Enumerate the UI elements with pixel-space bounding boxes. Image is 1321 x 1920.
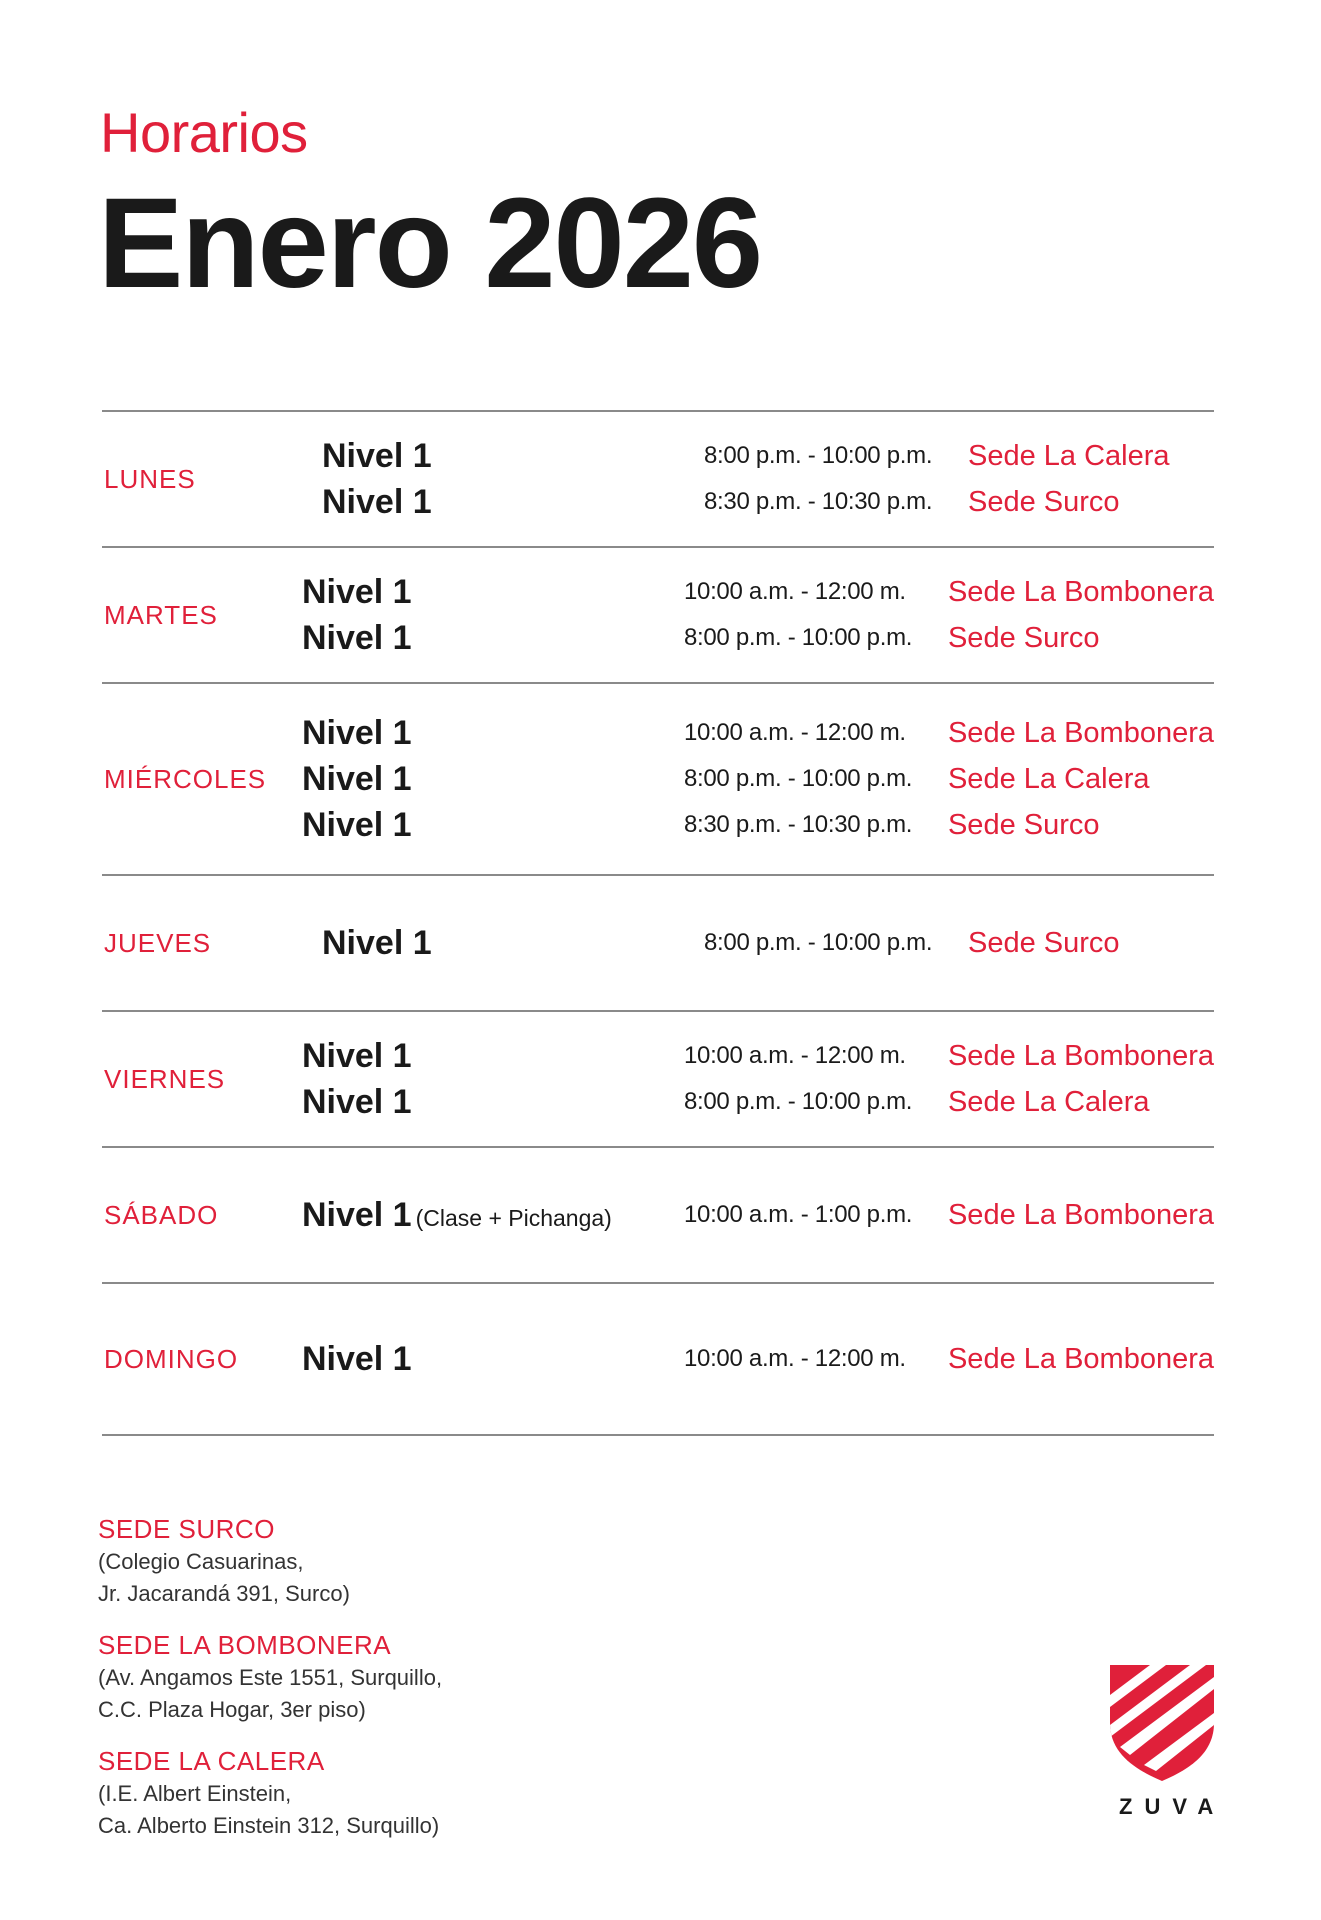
session-venue: Sede La Calera [947, 1085, 1150, 1118]
session-time: 8:00 p.m. - 10:00 p.m. [704, 442, 933, 469]
logo-wordmark: ZUVA [1119, 1794, 1226, 1819]
level-label: Nivel 1 [301, 1339, 412, 1378]
session-venue: Sede La Bombonera [947, 575, 1214, 608]
session-time: 8:00 p.m. - 10:00 p.m. [704, 929, 933, 956]
session-level [302, 1083, 684, 1122]
session-time: 10:00 a.m. - 1:00 p.m. [683, 1201, 913, 1228]
level-label: Nivel 1 [322, 436, 432, 475]
venue-addresses [98, 1512, 442, 1860]
session-row [302, 615, 1214, 661]
level-label: Nivel 1 [322, 923, 432, 962]
day-name: VIERNES [104, 1063, 226, 1094]
day-row [102, 1146, 1214, 1282]
session-level [302, 1196, 684, 1235]
session-venue: Sede Surco [968, 926, 1120, 959]
session-time: 8:30 p.m. - 10:30 p.m. [704, 488, 933, 515]
session-note: (Clase + Pichanga) [415, 1204, 612, 1231]
session-row [302, 1336, 1214, 1382]
day-name: DOMINGO [104, 1343, 239, 1374]
level-label: Nivel 1 [301, 713, 412, 752]
session-level [322, 483, 704, 522]
address-block [98, 1628, 442, 1726]
session-row [302, 802, 1214, 848]
level-label: Nivel 1 [301, 1082, 412, 1121]
session-row [302, 710, 1214, 756]
session-time: 10:00 a.m. - 12:00 m. [683, 578, 906, 605]
schedule-table [102, 410, 1214, 1436]
level-label: Nivel 1 [301, 1195, 412, 1234]
session-row [302, 1033, 1214, 1079]
session-time: 10:00 a.m. - 12:00 m. [683, 1345, 906, 1372]
level-label: Nivel 1 [301, 618, 412, 657]
session-time: 8:30 p.m. - 10:30 p.m. [683, 811, 913, 838]
page-title: Enero 2026 [98, 172, 762, 315]
level-label: Nivel 1 [301, 1036, 412, 1075]
address-line: Jr. Jacarandá 391, Surco) [98, 1581, 350, 1606]
address-block [98, 1512, 442, 1610]
day-name: MIÉRCOLES [104, 763, 267, 794]
address-venue-name: SEDE LA BOMBONERA [98, 1630, 392, 1660]
session-venue: Sede La Calera [968, 439, 1170, 472]
session-level [302, 760, 684, 799]
session-venue: Sede Surco [968, 485, 1120, 518]
session-venue: Sede La Calera [947, 762, 1150, 795]
address-line: (Av. Angamos Este 1551, Surquillo, [98, 1665, 443, 1690]
address-line: (Colegio Casuarinas, [98, 1549, 304, 1574]
session-level [302, 619, 684, 658]
address-line: Ca. Alberto Einstein 312, Surquillo) [98, 1813, 440, 1838]
level-label: Nivel 1 [322, 482, 432, 521]
session-time: 8:00 p.m. - 10:00 p.m. [683, 624, 913, 651]
session-venue: Sede La Bombonera [947, 1342, 1214, 1375]
day-name: MARTES [104, 599, 218, 630]
shield-stripes-icon [1110, 1665, 1214, 1781]
day-name: LUNES [104, 463, 196, 494]
level-label: Nivel 1 [301, 805, 412, 844]
session-time: 8:00 p.m. - 10:00 p.m. [683, 765, 913, 792]
address-venue-name: SEDE LA CALERA [98, 1746, 325, 1776]
session-venue: Sede La Bombonera [947, 1198, 1214, 1231]
session-row [322, 433, 1214, 479]
level-label: Nivel 1 [301, 759, 412, 798]
session-level [302, 714, 684, 753]
page-subtitle: Horarios [100, 101, 308, 164]
session-venue: Sede Surco [947, 808, 1100, 841]
session-row [302, 756, 1214, 802]
day-name: JUEVES [104, 927, 212, 958]
address-line: (I.E. Albert Einstein, [98, 1781, 292, 1806]
address-line: C.C. Plaza Hogar, 3er piso) [98, 1697, 366, 1722]
session-venue: Sede La Bombonera [947, 1039, 1214, 1072]
session-row [322, 479, 1214, 525]
day-row [102, 410, 1214, 546]
session-row [302, 569, 1214, 615]
session-venue: Sede La Bombonera [947, 716, 1214, 749]
day-row [102, 1010, 1214, 1146]
session-time: 10:00 a.m. - 12:00 m. [683, 719, 906, 746]
session-level [302, 1037, 684, 1076]
day-row [102, 546, 1214, 682]
zuva-logo [1107, 1665, 1226, 1820]
session-venue: Sede Surco [947, 621, 1100, 654]
session-row [302, 1079, 1214, 1125]
session-level [302, 1340, 684, 1379]
session-level [322, 437, 704, 476]
session-level [322, 924, 704, 963]
session-level [302, 806, 684, 845]
address-venue-name: SEDE SURCO [98, 1514, 275, 1544]
session-level [302, 573, 684, 612]
session-time: 10:00 a.m. - 12:00 m. [683, 1042, 906, 1069]
session-time: 8:00 p.m. - 10:00 p.m. [683, 1088, 913, 1115]
address-block [98, 1744, 442, 1842]
day-row [102, 682, 1214, 874]
day-name: SÁBADO [104, 1199, 219, 1230]
day-row [102, 874, 1214, 1010]
level-label: Nivel 1 [301, 572, 412, 611]
session-row [322, 920, 1214, 966]
session-row [302, 1192, 1214, 1238]
day-row [102, 1282, 1214, 1436]
